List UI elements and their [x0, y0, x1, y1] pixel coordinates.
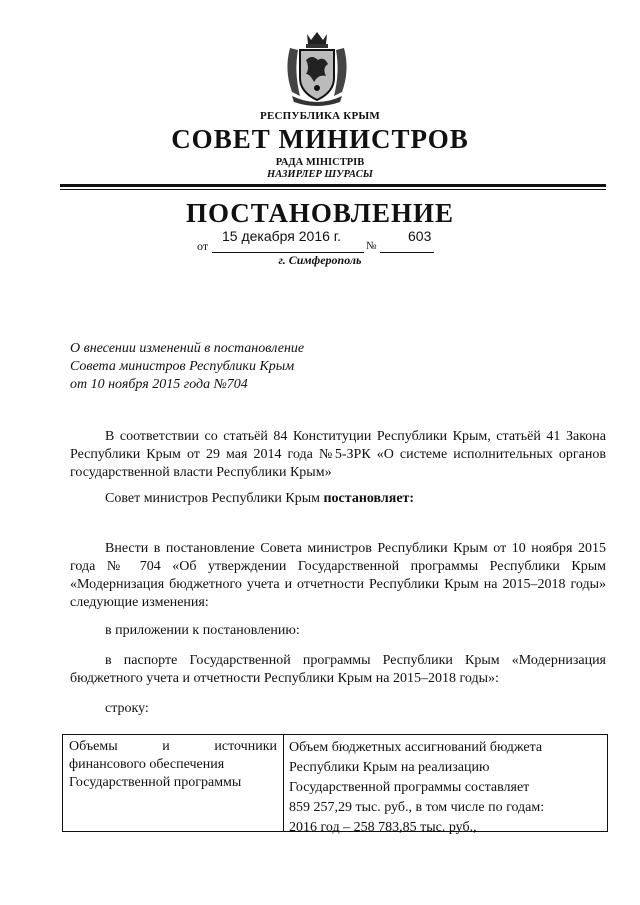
program-passport-table [62, 734, 608, 835]
republic-name: РЕСПУБЛИКА КРЫМ [260, 110, 380, 122]
table-cell-line: Государственной программы [69, 775, 242, 790]
row-paragraph: строку: [105, 701, 149, 716]
table-cell-line: 859 257,29 тыс. руб., в том числе по годам: [289, 800, 545, 815]
table-cell-line: Объем бюджетных ассигнований бюджета [289, 740, 543, 755]
decree-subject [70, 340, 304, 394]
table-cell-line [69, 738, 277, 756]
subject-line: О внесении изменений в постановление [70, 341, 305, 356]
table-cell-line: 2016 год – 258 783,85 тыс. руб., [289, 820, 477, 835]
resolution-text: Совет министров Республики Крым [105, 491, 324, 506]
passport-paragraph: в паспорте Государственной программы Республики Крым «Модернизация бюджетного учета и отчетности Республики Крым на 2015–2018 годы»: [70, 653, 606, 686]
decree-title: ПОСТАНОВЛЕНИЕ [185, 198, 455, 228]
annex-paragraph: в приложении к постановлению: [105, 623, 300, 638]
table-cell-word: источники [214, 739, 277, 754]
resolution-keyword: постановляет: [323, 491, 415, 506]
preamble-paragraph: В соответствии со статьёй 84 Конституции Республики Крым, статьёй 41 Закона Республики Крым от 29 мая 2014 года №5-ЗРК «О системе исполнительных органов государственной власти Республики Крым» [70, 429, 606, 480]
subject-line: от 10 ноября 2015 года №704 [70, 377, 248, 392]
table-cell-line: финансового обеспечения [69, 757, 225, 772]
subject-line: Совета министров Республики Крым [70, 359, 295, 374]
table-column-divider [283, 735, 284, 831]
council-title: СОВЕТ МИНИСТРОВ [171, 124, 469, 154]
amendment-paragraph: Внести в постановление Совета министров Республики Крым от 10 ноября 2015 года № 704 «Об утверждении Государственной программы Республики Крым «Модернизация бюджетного учета и отчетности Республики Крым на 2015–2018 годы» следующие изменения: [70, 541, 606, 610]
header-divider-thin [60, 189, 606, 190]
decree-date: 15 декабря 2016 г. [222, 228, 342, 244]
table-cell-word: Объемы [69, 739, 118, 754]
resolution-paragraph [70, 490, 606, 508]
council-title-crimean-tatar: НАЗИРЛЕР ШУРАСЫ [267, 169, 373, 180]
header-divider-thick [60, 184, 606, 187]
crimea-coat-of-arms-icon [282, 30, 352, 108]
decree-number: 603 [408, 228, 432, 244]
table-cell-line: Государственной программы составляет [289, 780, 530, 795]
number-label: № [366, 240, 377, 252]
table-cell-line: Республики Крым на реализацию [289, 760, 490, 775]
table-cell-word: и [162, 739, 170, 754]
table-cell-label [69, 738, 277, 792]
date-label: от [197, 239, 209, 253]
council-title-ukrainian: РАДА МІНІСТРІВ [275, 157, 365, 168]
decree-city: г. Симферополь [278, 253, 362, 267]
table-cell-value [289, 738, 599, 838]
